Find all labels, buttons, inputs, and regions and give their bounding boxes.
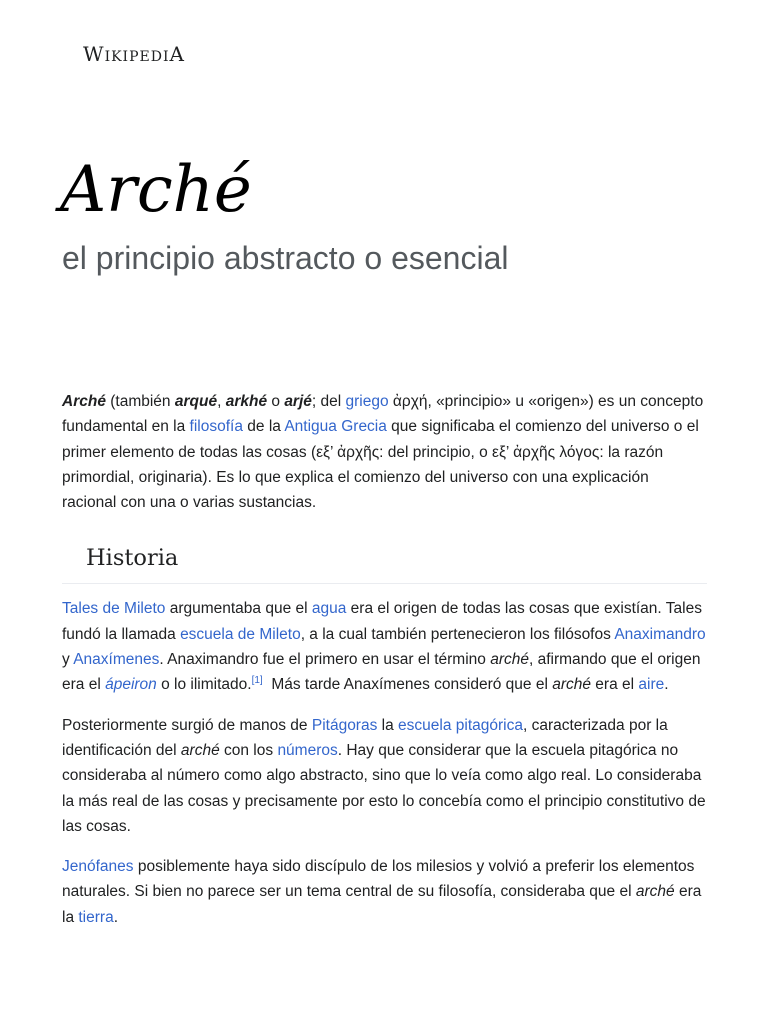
link-anaximandro[interactable]: Anaximandro [614,625,706,643]
italic-term: arché [180,741,220,759]
text: era el [590,676,639,694]
link-apeiron-text: ápeiron [105,676,157,694]
link-escuela-de-mileto[interactable]: escuela de Mileto [180,625,301,643]
text: (también [105,393,175,410]
bold-term: arkhé [225,393,268,410]
text: , caracterizada por la identificación del [62,716,668,759]
text: , afirmando que el origen era el [62,651,701,694]
link-filosofia[interactable]: filosofía [189,418,243,436]
italic-term: arché [490,651,529,669]
text: . Hay que considerar que la escuela pitagórica no consideraba al número como algo abstracto, sino que lo veía como algo real. Lo consideraba la más real de las cosas y precisamente por esto lo concebía como el principio constitutivo de las cosas. [62,741,706,835]
text: , a la cual también pertenecieron los filósofos [300,625,615,643]
logo-letters: ikipedi [104,42,170,66]
text: . [664,676,669,694]
text: con los [219,741,278,759]
section-heading-historia[interactable]: Historia [62,543,707,584]
historia-paragraph-2 [62,713,707,839]
page-title: Arché [60,153,252,227]
link-anaximenes[interactable]: Anaxímenes [73,651,160,669]
historia-paragraph-3 [62,854,707,930]
text: , [217,393,226,410]
article-body [62,389,707,930]
link-agua[interactable]: agua [311,600,347,618]
link-aire[interactable]: aire [638,676,665,694]
page-subtitle: el principio abstracto o esencial [62,240,509,276]
text: . Anaximandro fue el primero en usar el término [159,651,491,669]
text: era el origen de todas las cosas que existían. Tales fundó la llamada [62,600,702,643]
link-apeiron[interactable] [105,676,157,693]
bold-term: arqué [174,393,218,410]
historia-paragraph-1 [62,596,707,697]
text: era la [62,883,702,926]
text: de la [242,418,285,436]
wikipedia-logo[interactable] [83,42,185,66]
link-tales-de-mileto[interactable]: Tales de Mileto [62,600,166,618]
bold-term: Arché [62,393,106,410]
text: posiblemente haya sido discípulo de los milesios y volvió a preferir los elementos naturales. Si bien no parece ser un tema central de su filosofía, consideraba que el [62,858,695,901]
bold-term: arjé [284,393,312,410]
link-numeros[interactable]: números [277,741,338,759]
italic-term: arché [635,883,675,901]
text: . [113,908,119,926]
logo-letter: A [169,42,185,66]
reference-1[interactable]: [1] [251,675,263,687]
text: Más tarde Anaxímenes consideró que el [262,676,553,694]
text: la [377,716,399,734]
link-tierra[interactable]: tierra [78,908,114,926]
text: ; del [311,393,346,410]
italic-term: arché [552,676,591,694]
text: que significaba el comienzo del universo o el primer elemento de todas las cosas (εξ’ ἀρχῆς: del principio, o εξ’ ἀρχῆς λόγος: la razón primordial, originaria). Es lo que explica el comienzo del universo con una explicación racional con una o varias sustancias. [62,418,699,512]
intro-paragraph [62,389,707,515]
text: o lo ilimitado. [156,676,252,694]
text: Posteriormente surgió de manos de [62,716,312,734]
link-jenofanes[interactable]: Jenófanes [62,858,134,876]
link-escuela-pitagorica[interactable]: escuela pitagórica [398,716,523,734]
text: y [62,651,74,669]
logo-letter: W [83,42,105,66]
link-griego[interactable]: griego [345,393,389,410]
link-pitagoras[interactable]: Pitágoras [311,716,378,734]
link-antigua-grecia[interactable]: Antigua Grecia [284,418,387,436]
text: o [267,393,285,410]
text: argumentaba que el [165,600,312,618]
text: ἀρχή, «principio» u «origen») es un concepto fundamental en la [62,393,704,436]
